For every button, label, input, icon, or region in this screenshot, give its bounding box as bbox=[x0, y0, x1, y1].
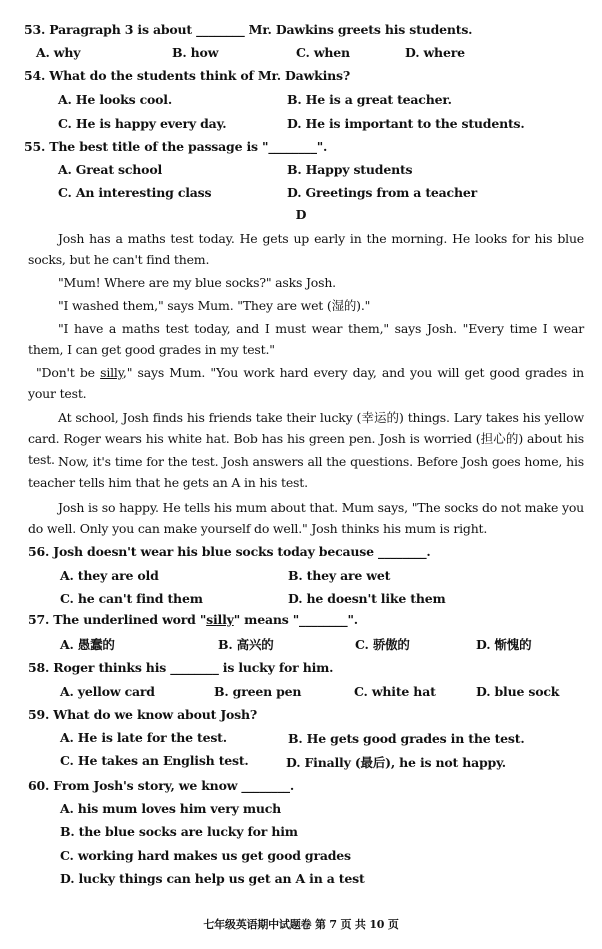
question-60-option-b[interactable]: B. the blue socks are lucky for him bbox=[60, 824, 298, 839]
passage-paragraph-1: Josh has a maths test today. He gets up early in the morning. He looks for his blue socks, but he can't find them. bbox=[28, 231, 584, 267]
passage-paragraph-5 bbox=[28, 362, 584, 404]
question-56-option-c[interactable]: C. he can't find them bbox=[60, 591, 203, 606]
question-59-option-a[interactable]: A. He is late for the test. bbox=[60, 730, 227, 745]
question-53-option-c[interactable]: C. when bbox=[296, 45, 350, 60]
question-54-option-b[interactable]: B. He is a great teacher. bbox=[287, 92, 452, 107]
question-54-option-c[interactable]: C. He is happy every day. bbox=[58, 116, 227, 131]
passage-paragraph-5-before: "Don't be bbox=[36, 365, 101, 380]
question-57-stem-after: " means "________". bbox=[233, 612, 358, 627]
question-54-option-d[interactable]: D. He is important to the students. bbox=[287, 116, 525, 131]
question-58-option-a[interactable]: A. yellow card bbox=[60, 684, 155, 699]
passage-paragraph-6: At school, Josh finds his friends take their lucky (幸运的) things. Lary takes his yellow card. Roger wears his white hat. Bob has his green pen. Josh is worried (担心的) about his test. bbox=[28, 410, 584, 467]
question-55-option-a[interactable]: A. Great school bbox=[58, 162, 163, 177]
question-58-stem: 58. Roger thinks his ________ is lucky for him. bbox=[28, 660, 334, 675]
passage-heading: D bbox=[295, 207, 307, 222]
question-55-stem: 55. The best title of the passage is "________". bbox=[24, 139, 328, 154]
question-56-option-b[interactable]: B. they are wet bbox=[288, 568, 391, 583]
question-57-option-c[interactable]: C. 骄傲的 bbox=[355, 637, 410, 652]
passage-paragraph-4: "I have a maths test today, and I must wear them," says Josh. "Every time I wear them, I can get good grades in my test." bbox=[28, 321, 584, 357]
underlined-word-silly: silly bbox=[100, 365, 123, 380]
question-57-option-b[interactable]: B. 高兴的 bbox=[218, 637, 274, 652]
passage-paragraph-8: Josh is so happy. He tells his mum about that. Mum says, "The socks do not make you do well. Only you can make yourself do well." Josh thinks his mum is right. bbox=[28, 500, 584, 536]
question-59-option-c[interactable]: C. He takes an English test. bbox=[60, 753, 249, 768]
question-57-stem-before: 57. The underlined word " bbox=[28, 612, 207, 627]
question-56-stem: 56. Josh doesn't wear his blue socks today because ________. bbox=[28, 544, 431, 559]
question-58-option-c[interactable]: C. white hat bbox=[354, 684, 436, 699]
question-58-option-d[interactable]: D. blue sock bbox=[476, 684, 560, 699]
question-57-option-d[interactable]: D. 惭愧的 bbox=[476, 637, 532, 652]
question-58-option-b[interactable]: B. green pen bbox=[214, 684, 302, 699]
question-59-stem: 59. What do we know about Josh? bbox=[28, 707, 258, 722]
question-57-stem bbox=[28, 612, 358, 628]
question-60-option-d[interactable]: D. lucky things can help us get an A in a test bbox=[60, 871, 365, 886]
question-55-option-b[interactable]: B. Happy students bbox=[287, 162, 413, 177]
question-57-option-a[interactable]: A. 愚蠢的 bbox=[60, 637, 115, 652]
passage-paragraph-2: "Mum! Where are my blue socks?" asks Josh. bbox=[58, 275, 336, 290]
question-54-stem: 54. What do the students think of Mr. Dawkins? bbox=[24, 68, 351, 83]
question-53-option-b[interactable]: B. how bbox=[172, 45, 219, 60]
question-56-option-a[interactable]: A. they are old bbox=[60, 568, 159, 583]
question-54-option-a[interactable]: A. He looks cool. bbox=[58, 92, 172, 107]
page-footer: 七年级英语期中试题卷 第 7 页 共 10 页 bbox=[203, 918, 399, 931]
question-53-stem: 53. Paragraph 3 is about ________ Mr. Dawkins greets his students. bbox=[24, 22, 473, 37]
question-57-underlined-word: silly bbox=[206, 612, 234, 627]
question-59-option-b[interactable]: B. He gets good grades in the test. bbox=[288, 731, 525, 746]
passage-paragraph-3: "I washed them," says Mum. "They are wet (湿的)." bbox=[58, 298, 371, 313]
passage-paragraph-5-after: ," says Mum. "You work hard every day, and you will get good grades in your test. bbox=[28, 365, 584, 401]
question-60-option-a[interactable]: A. his mum loves him very much bbox=[60, 801, 282, 816]
question-55-option-d[interactable]: D. Greetings from a teacher bbox=[287, 185, 477, 200]
question-60-stem: 60. From Josh's story, we know ________. bbox=[28, 778, 294, 793]
question-53-option-d[interactable]: D. where bbox=[405, 45, 465, 60]
passage-paragraph-7: Now, it's time for the test. Josh answers all the questions. Before Josh goes home, his teacher tells him that he gets an A in his test. bbox=[28, 454, 584, 490]
question-55-option-c[interactable]: C. An interesting class bbox=[58, 185, 212, 200]
question-56-option-d[interactable]: D. he doesn't like them bbox=[288, 591, 446, 606]
question-53-option-a[interactable]: A. why bbox=[36, 45, 81, 60]
question-59-option-d[interactable]: D. Finally (最后), he is not happy. bbox=[286, 755, 506, 770]
question-60-option-c[interactable]: C. working hard makes us get good grades bbox=[60, 848, 351, 863]
